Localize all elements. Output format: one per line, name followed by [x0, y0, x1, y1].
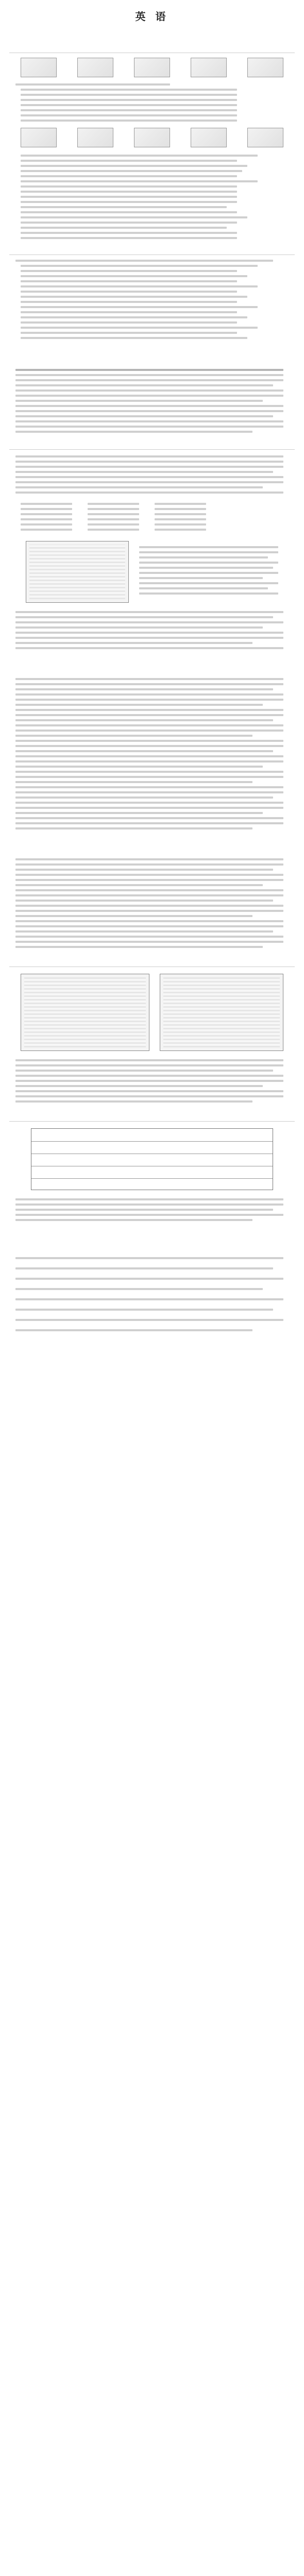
text-line	[15, 384, 273, 386]
table-rule	[31, 1178, 273, 1179]
text-line	[15, 796, 273, 799]
text-line	[15, 714, 283, 716]
section-heading	[9, 246, 295, 253]
question-picture	[134, 58, 170, 77]
text-line	[21, 170, 242, 172]
text-line	[15, 611, 283, 613]
text-line	[15, 1329, 252, 1331]
text-line	[15, 616, 273, 618]
exam-subject: 英 语	[135, 10, 169, 23]
text-line	[15, 683, 283, 685]
text-line	[15, 1309, 273, 1311]
option-line	[155, 523, 206, 526]
option-line	[21, 529, 72, 531]
option-line	[155, 518, 206, 520]
text-line	[15, 1075, 283, 1077]
option-line	[21, 513, 72, 515]
text-line	[15, 1267, 273, 1269]
text-line	[139, 587, 268, 589]
text-line	[15, 431, 252, 433]
question-picture	[21, 58, 57, 77]
answer-table	[31, 1128, 273, 1190]
reading-picture	[26, 541, 129, 603]
option-line	[21, 523, 72, 526]
text-line	[15, 884, 263, 886]
text-line	[15, 1278, 283, 1280]
option-line	[88, 529, 139, 531]
text-line	[21, 227, 227, 229]
reading-picture	[160, 974, 283, 1051]
text-line	[21, 265, 258, 267]
text-line	[15, 688, 273, 690]
page-footer	[9, 1234, 295, 1240]
text-line	[15, 1080, 283, 1082]
text-line	[21, 94, 237, 96]
text-line	[21, 291, 237, 293]
text-line	[15, 760, 283, 762]
text-line	[21, 211, 237, 213]
option-line	[21, 503, 72, 505]
option-line	[155, 503, 206, 505]
page-footer	[9, 348, 295, 353]
text-line	[15, 802, 283, 804]
text-line	[139, 551, 278, 553]
text-line	[15, 1198, 283, 1200]
picture-content	[29, 545, 125, 599]
text-line	[15, 83, 170, 86]
text-line	[21, 180, 258, 182]
text-line	[21, 201, 237, 203]
text-line	[15, 863, 283, 866]
text-line	[15, 709, 283, 711]
text-line	[15, 941, 283, 943]
text-line	[21, 275, 247, 277]
text-line	[15, 812, 263, 814]
text-line	[21, 104, 237, 106]
option-line	[155, 513, 206, 515]
text-line	[15, 481, 283, 483]
text-line	[21, 109, 237, 111]
text-line	[15, 466, 283, 468]
option-line	[88, 523, 139, 526]
text-line	[15, 492, 283, 494]
text-line	[15, 946, 263, 948]
text-line	[139, 546, 278, 548]
text-line	[15, 1219, 252, 1221]
text-line	[15, 869, 273, 871]
text-line	[15, 915, 252, 917]
text-line	[15, 791, 283, 793]
text-line	[21, 175, 237, 177]
text-line	[139, 592, 278, 595]
question-picture	[77, 128, 113, 147]
text-line	[15, 455, 283, 457]
text-line	[21, 316, 247, 318]
text-line	[15, 889, 283, 891]
text-line	[15, 461, 283, 463]
text-line	[15, 1100, 252, 1103]
text-line	[21, 216, 247, 218]
text-line	[15, 766, 263, 768]
text-line	[21, 206, 227, 208]
text-line	[15, 817, 283, 819]
text-line	[139, 556, 268, 558]
text-line	[15, 632, 283, 634]
question-picture	[191, 128, 227, 147]
text-line	[15, 1209, 273, 1211]
text-line	[21, 89, 237, 91]
text-line	[21, 114, 237, 116]
question-picture	[21, 128, 57, 147]
question-picture	[77, 58, 113, 77]
text-line	[15, 730, 283, 732]
text-line	[15, 894, 283, 896]
text-line	[15, 1298, 283, 1300]
text-line	[15, 781, 252, 783]
text-line	[15, 1319, 283, 1321]
text-line	[21, 337, 247, 339]
text-line	[15, 822, 283, 824]
option-line	[155, 508, 206, 510]
text-line	[139, 562, 278, 564]
text-line	[15, 807, 283, 809]
option-line	[155, 529, 206, 531]
text-line	[15, 920, 283, 922]
text-line	[15, 395, 283, 397]
text-line	[15, 879, 283, 881]
text-line	[15, 420, 283, 422]
text-line	[21, 285, 258, 287]
text-line	[21, 327, 258, 329]
page-footer	[9, 659, 295, 665]
text-line	[15, 1090, 283, 1092]
text-line	[15, 415, 273, 417]
option-line	[88, 518, 139, 520]
text-line	[21, 237, 237, 239]
text-line	[15, 900, 273, 902]
option-line	[21, 518, 72, 520]
divider	[9, 449, 295, 450]
question-picture	[134, 128, 170, 147]
picture-row	[21, 128, 283, 147]
text-line	[21, 185, 237, 188]
text-line	[15, 1059, 283, 1061]
text-line	[15, 786, 283, 788]
text-line	[15, 678, 283, 680]
text-line	[15, 374, 283, 376]
text-line	[21, 120, 237, 122]
text-line	[15, 745, 283, 747]
text-line	[21, 306, 258, 308]
text-line	[139, 577, 263, 579]
picture-content	[163, 977, 280, 1047]
text-line	[15, 699, 283, 701]
text-line	[15, 771, 283, 773]
text-line	[21, 196, 237, 198]
text-line	[15, 486, 263, 488]
option-line	[88, 508, 139, 510]
text-line	[15, 827, 252, 829]
text-line	[15, 936, 283, 938]
text-line	[15, 1257, 283, 1259]
text-line	[15, 910, 283, 912]
text-line	[15, 642, 252, 644]
text-line	[15, 874, 283, 876]
text-line	[15, 389, 283, 392]
text-line	[21, 222, 237, 224]
text-line	[15, 426, 283, 428]
text-line	[139, 582, 278, 584]
text-line	[15, 410, 283, 412]
text-line	[21, 155, 258, 157]
picture-row	[21, 58, 283, 77]
text-line	[21, 311, 237, 313]
text-line	[15, 735, 252, 737]
text-line	[15, 905, 283, 907]
option-line	[88, 513, 139, 515]
text-line	[15, 858, 283, 860]
text-line	[21, 301, 237, 303]
question-picture	[191, 58, 227, 77]
text-line	[21, 160, 237, 162]
text-line	[15, 750, 273, 752]
text-line	[15, 637, 283, 639]
text-line	[15, 471, 273, 473]
text-line	[15, 740, 283, 742]
text-line	[21, 321, 237, 324]
text-line	[15, 1070, 273, 1072]
text-line	[21, 232, 237, 234]
text-line	[15, 925, 283, 927]
text-line	[15, 1214, 283, 1216]
text-line	[21, 332, 237, 334]
text-line	[15, 1064, 283, 1066]
text-line	[15, 400, 263, 402]
question-picture	[247, 58, 283, 77]
text-line	[15, 369, 283, 371]
divider	[9, 1121, 295, 1122]
text-line	[139, 572, 278, 574]
text-line	[21, 270, 237, 272]
section-heading	[9, 441, 295, 448]
text-line	[15, 405, 283, 407]
option-line	[88, 503, 139, 505]
text-line	[21, 99, 237, 101]
text-line	[15, 260, 273, 262]
text-line	[15, 1085, 263, 1087]
text-line	[15, 647, 283, 649]
text-line	[15, 1204, 283, 1206]
text-line	[21, 165, 247, 167]
text-line	[15, 755, 283, 757]
question-picture	[247, 128, 283, 147]
text-line	[21, 191, 237, 193]
text-line	[15, 724, 283, 726]
text-line	[15, 626, 263, 629]
table-rule	[31, 1141, 273, 1142]
picture-content	[24, 977, 146, 1047]
text-line	[15, 379, 283, 381]
exam-header	[9, 7, 295, 25]
section-heading	[9, 44, 295, 52]
text-line	[15, 1288, 263, 1290]
text-line	[15, 621, 283, 623]
section-heading	[9, 1113, 295, 1120]
reading-picture	[21, 974, 149, 1051]
text-line	[21, 280, 237, 282]
text-line	[139, 567, 273, 569]
text-line	[21, 296, 247, 298]
text-line	[15, 930, 273, 933]
text-line	[15, 704, 263, 706]
page-footer	[9, 840, 295, 845]
section-heading	[9, 958, 295, 965]
text-line	[15, 1095, 283, 1097]
text-line	[15, 719, 273, 721]
text-line	[15, 476, 283, 478]
option-line	[21, 508, 72, 510]
text-line	[15, 693, 283, 696]
text-line	[15, 776, 283, 778]
